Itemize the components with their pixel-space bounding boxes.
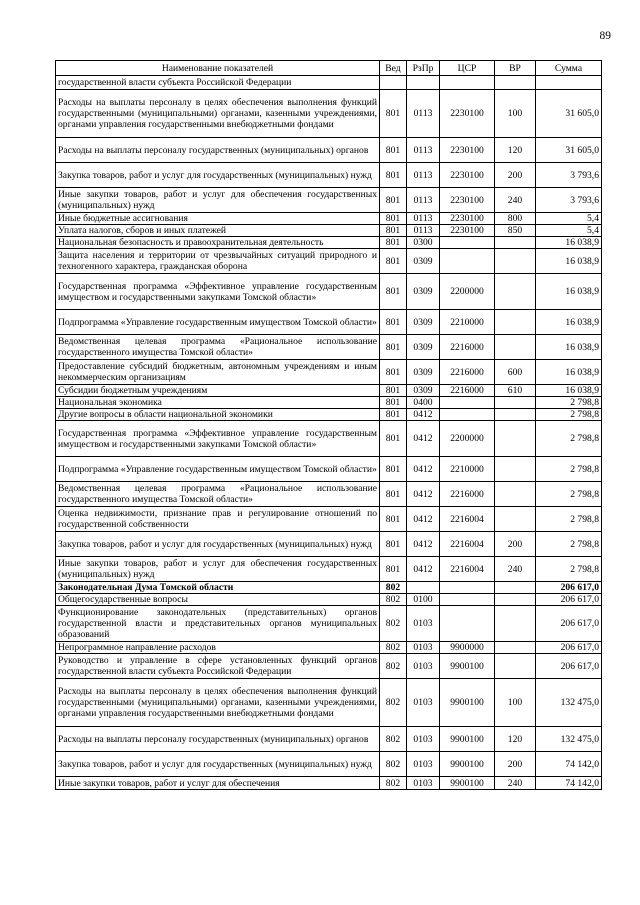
row-rzpr: 0309	[407, 274, 440, 310]
row-vr: 850	[495, 225, 536, 237]
row-ved: 801	[380, 188, 407, 213]
row-ved: 802	[380, 654, 407, 679]
row-rzpr: 0103	[407, 642, 440, 654]
row-ved: 802	[380, 777, 407, 790]
row-ved: 801	[380, 237, 407, 249]
row-sum: 2 798,8	[536, 507, 602, 532]
row-ved: 801	[380, 397, 407, 409]
row-ved: 802	[380, 582, 407, 594]
row-name: Национальная экономика	[56, 397, 380, 409]
row-ved: 801	[380, 310, 407, 335]
row-ved: 801	[380, 360, 407, 385]
row-sum: 2 798,8	[536, 532, 602, 557]
row-vr: 240	[495, 188, 536, 213]
row-sum: 31 605,0	[536, 138, 602, 163]
row-vr	[495, 237, 536, 249]
row-ved: 801	[380, 90, 407, 138]
row-csr: 9900100	[440, 752, 495, 777]
row-ved: 801	[380, 532, 407, 557]
table-row	[56, 188, 602, 213]
row-csr	[440, 606, 495, 642]
row-name: Закупка товаров, работ и услуг для государственных (муниципальных) нужд	[56, 163, 380, 188]
table-row	[56, 777, 602, 790]
row-name: Иные закупки товаров, работ и услуг для обеспечения государственных (муниципальных) нужд	[56, 188, 380, 213]
row-csr: 2216004	[440, 532, 495, 557]
row-vr: 240	[495, 777, 536, 790]
table-row	[56, 76, 602, 90]
table-row	[56, 582, 602, 594]
row-sum: 206 617,0	[536, 654, 602, 679]
row-vr	[495, 76, 536, 90]
row-name: Государственная программа «Эффективное управление государственным имуществом и государственными закупками Томской области»	[56, 421, 380, 457]
table-row	[56, 752, 602, 777]
table-row	[56, 310, 602, 335]
table-row	[56, 335, 602, 360]
row-rzpr: 0103	[407, 752, 440, 777]
row-name: Расходы на выплаты персоналу государственных (муниципальных) органов	[56, 138, 380, 163]
row-name: Государственная программа «Эффективное управление государственным имуществом и государственными закупками Томской области»	[56, 274, 380, 310]
row-sum: 31 605,0	[536, 90, 602, 138]
row-rzpr: 0309	[407, 360, 440, 385]
row-name: Общегосударственные вопросы	[56, 594, 380, 606]
table-row	[56, 249, 602, 274]
row-vr	[495, 335, 536, 360]
row-sum: 2 798,8	[536, 482, 602, 507]
row-name: Непрограммное направление расходов	[56, 642, 380, 654]
row-csr: 2200000	[440, 421, 495, 457]
row-csr	[440, 594, 495, 606]
row-sum: 16 038,9	[536, 249, 602, 274]
row-rzpr: 0309	[407, 249, 440, 274]
row-sum: 5,4	[536, 213, 602, 225]
row-vr	[495, 654, 536, 679]
row-sum: 16 038,9	[536, 237, 602, 249]
row-name: государственной власти субъекта Российской Федерации	[56, 76, 380, 90]
table-body	[56, 76, 602, 790]
row-csr: 2216000	[440, 360, 495, 385]
row-name: Иные бюджетные ассигнования	[56, 213, 380, 225]
row-ved: 802	[380, 594, 407, 606]
row-vr	[495, 409, 536, 421]
table-row	[56, 421, 602, 457]
row-csr: 2216004	[440, 507, 495, 532]
table-row	[56, 727, 602, 752]
row-ved: 802	[380, 727, 407, 752]
table-row	[56, 606, 602, 642]
row-rzpr	[407, 582, 440, 594]
header-sum: Сумма	[536, 61, 602, 76]
row-sum: 132 475,0	[536, 727, 602, 752]
row-ved: 801	[380, 138, 407, 163]
page-number: 89	[599, 30, 611, 42]
row-vr: 240	[495, 557, 536, 582]
row-rzpr: 0113	[407, 225, 440, 237]
row-rzpr: 0412	[407, 421, 440, 457]
row-rzpr: 0103	[407, 727, 440, 752]
row-vr: 610	[495, 385, 536, 397]
row-vr	[495, 421, 536, 457]
row-rzpr: 0309	[407, 310, 440, 335]
row-rzpr: 0113	[407, 188, 440, 213]
table-row	[56, 360, 602, 385]
row-vr	[495, 249, 536, 274]
table-row	[56, 409, 602, 421]
row-csr: 2210000	[440, 310, 495, 335]
row-rzpr: 0103	[407, 777, 440, 790]
row-vr	[495, 310, 536, 335]
row-ved	[380, 76, 407, 90]
row-ved: 801	[380, 163, 407, 188]
row-sum: 2 798,8	[536, 457, 602, 482]
row-csr: 2210000	[440, 457, 495, 482]
row-name: Уплата налогов, сборов и иных платежей	[56, 225, 380, 237]
row-csr	[440, 582, 495, 594]
table-row	[56, 213, 602, 225]
row-ved: 801	[380, 225, 407, 237]
header-rzpr: РзПр	[407, 61, 440, 76]
table-row	[56, 642, 602, 654]
row-vr	[495, 397, 536, 409]
table-row	[56, 138, 602, 163]
row-csr: 2216000	[440, 385, 495, 397]
row-ved: 801	[380, 249, 407, 274]
table-row	[56, 90, 602, 138]
row-name: Оценка недвижимости, признание прав и регулирование отношений по государственной собственности	[56, 507, 380, 532]
row-csr	[440, 249, 495, 274]
table-row	[56, 482, 602, 507]
row-rzpr: 0412	[407, 532, 440, 557]
row-vr: 800	[495, 213, 536, 225]
row-csr: 9900100	[440, 727, 495, 752]
row-ved: 801	[380, 385, 407, 397]
row-name: Функционирование законодательных (представительных) органов государственной власти и представительных органов муниципальных образований	[56, 606, 380, 642]
row-ved: 802	[380, 752, 407, 777]
row-csr	[440, 237, 495, 249]
row-name: Расходы на выплаты персоналу государственных (муниципальных) органов	[56, 727, 380, 752]
row-csr	[440, 76, 495, 90]
row-csr: 2230100	[440, 225, 495, 237]
table-row	[56, 594, 602, 606]
row-sum: 2 798,8	[536, 397, 602, 409]
row-csr: 2230100	[440, 90, 495, 138]
row-ved: 801	[380, 557, 407, 582]
row-sum: 74 142,0	[536, 777, 602, 790]
table-row	[56, 385, 602, 397]
row-name: Национальная безопасность и правоохранительная деятельность	[56, 237, 380, 249]
row-rzpr: 0300	[407, 237, 440, 249]
row-sum: 132 475,0	[536, 679, 602, 727]
row-name: Другие вопросы в области национальной экономики	[56, 409, 380, 421]
row-vr: 120	[495, 727, 536, 752]
row-rzpr: 0412	[407, 507, 440, 532]
row-sum: 5,4	[536, 225, 602, 237]
row-sum: 206 617,0	[536, 642, 602, 654]
row-vr: 200	[495, 752, 536, 777]
row-name: Расходы на выплаты персоналу в целях обеспечения выполнения функций государственными (муниципальными) органами, казенными учреждениями, органами управления государственными внебюджетными фондами	[56, 90, 380, 138]
row-csr: 2230100	[440, 188, 495, 213]
row-csr: 2230100	[440, 138, 495, 163]
row-vr: 120	[495, 138, 536, 163]
row-csr: 2216000	[440, 335, 495, 360]
row-name: Иные закупки товаров, работ и услуг для обеспечения	[56, 777, 380, 790]
row-rzpr: 0412	[407, 557, 440, 582]
row-name: Закупка товаров, работ и услуг для государственных (муниципальных) нужд	[56, 532, 380, 557]
row-vr: 200	[495, 163, 536, 188]
row-rzpr: 0412	[407, 409, 440, 421]
row-rzpr: 0113	[407, 138, 440, 163]
row-rzpr: 0400	[407, 397, 440, 409]
table-row	[56, 532, 602, 557]
table-row	[56, 457, 602, 482]
table-row	[56, 679, 602, 727]
row-name: Ведомственная целевая программа «Рациональное использование государственного имущества Томской области»	[56, 482, 380, 507]
row-ved: 802	[380, 606, 407, 642]
row-vr	[495, 274, 536, 310]
header-name: Наименование показателей	[56, 61, 380, 76]
row-csr	[440, 397, 495, 409]
row-sum: 16 038,9	[536, 385, 602, 397]
row-sum: 16 038,9	[536, 310, 602, 335]
row-csr: 2230100	[440, 213, 495, 225]
row-rzpr: 0309	[407, 385, 440, 397]
row-sum: 16 038,9	[536, 274, 602, 310]
table-row	[56, 163, 602, 188]
row-ved: 802	[380, 642, 407, 654]
row-vr	[495, 507, 536, 532]
row-ved: 802	[380, 679, 407, 727]
row-csr: 2200000	[440, 274, 495, 310]
table-row	[56, 225, 602, 237]
row-vr	[495, 582, 536, 594]
row-sum: 3 793,6	[536, 188, 602, 213]
row-sum: 206 617,0	[536, 582, 602, 594]
table-row	[56, 274, 602, 310]
row-csr: 2216004	[440, 557, 495, 582]
row-name: Расходы на выплаты персоналу в целях обеспечения выполнения функций государственными (муниципальными) органами, казенными учреждениями, органами управления государственными внебюджетными фондами	[56, 679, 380, 727]
row-rzpr: 0100	[407, 594, 440, 606]
row-csr: 9900100	[440, 679, 495, 727]
table-row	[56, 237, 602, 249]
row-vr	[495, 482, 536, 507]
row-name: Иные закупки товаров, работ и услуг для обеспечения государственных (муниципальных) нужд	[56, 557, 380, 582]
row-csr: 2216000	[440, 482, 495, 507]
row-ved: 801	[380, 507, 407, 532]
row-rzpr: 0103	[407, 679, 440, 727]
row-sum: 206 617,0	[536, 594, 602, 606]
row-ved: 801	[380, 213, 407, 225]
table-header-row	[56, 61, 602, 76]
row-rzpr: 0412	[407, 482, 440, 507]
row-name: Защита населения и территории от чрезвычайных ситуаций природного и техногенного характера, гражданская оборона	[56, 249, 380, 274]
row-vr: 200	[495, 532, 536, 557]
row-name: Подпрограмма «Управление государственным имуществом Томской области»	[56, 457, 380, 482]
row-rzpr	[407, 76, 440, 90]
row-name: Ведомственная целевая программа «Рациональное использование государственного имущества Томской области»	[56, 335, 380, 360]
row-rzpr: 0113	[407, 163, 440, 188]
row-vr	[495, 642, 536, 654]
row-vr: 600	[495, 360, 536, 385]
row-rzpr: 0103	[407, 606, 440, 642]
row-csr: 9900000	[440, 642, 495, 654]
row-vr	[495, 594, 536, 606]
table-row	[56, 507, 602, 532]
row-name: Предоставление субсидий бюджетным, автономным учреждениям и иным некоммерческим организациям	[56, 360, 380, 385]
row-sum: 16 038,9	[536, 360, 602, 385]
row-sum: 2 798,8	[536, 421, 602, 457]
row-csr	[440, 409, 495, 421]
row-rzpr: 0113	[407, 90, 440, 138]
row-csr: 9900100	[440, 777, 495, 790]
header-csr: ЦСР	[440, 61, 495, 76]
row-ved: 801	[380, 457, 407, 482]
row-ved: 801	[380, 482, 407, 507]
row-ved: 801	[380, 409, 407, 421]
row-sum: 2 798,8	[536, 409, 602, 421]
row-rzpr: 0113	[407, 213, 440, 225]
row-name: Подпрограмма «Управление государственным имуществом Томской области»	[56, 310, 380, 335]
row-rzpr: 0309	[407, 335, 440, 360]
row-sum: 16 038,9	[536, 335, 602, 360]
row-rzpr: 0412	[407, 457, 440, 482]
row-ved: 801	[380, 421, 407, 457]
row-rzpr: 0103	[407, 654, 440, 679]
row-name: Руководство и управление в сфере установленных функций органов государственной власти субъекта Российской Федерации	[56, 654, 380, 679]
row-ved: 801	[380, 274, 407, 310]
row-ved: 801	[380, 335, 407, 360]
table-row	[56, 557, 602, 582]
row-sum: 74 142,0	[536, 752, 602, 777]
row-name: Законодательная Дума Томской области	[56, 582, 380, 594]
row-vr	[495, 457, 536, 482]
row-vr: 100	[495, 679, 536, 727]
row-sum: 2 798,8	[536, 557, 602, 582]
row-vr	[495, 606, 536, 642]
row-sum: 206 617,0	[536, 606, 602, 642]
row-vr: 100	[495, 90, 536, 138]
row-csr: 9900100	[440, 654, 495, 679]
row-name: Закупка товаров, работ и услуг для государственных (муниципальных) нужд	[56, 752, 380, 777]
row-sum: 3 793,6	[536, 163, 602, 188]
row-sum	[536, 76, 602, 90]
row-name: Субсидии бюджетным учреждениям	[56, 385, 380, 397]
header-ved: Вед	[380, 61, 407, 76]
header-vr: ВР	[495, 61, 536, 76]
budget-table	[55, 60, 602, 790]
table-row	[56, 397, 602, 409]
row-csr: 2230100	[440, 163, 495, 188]
table-row	[56, 654, 602, 679]
